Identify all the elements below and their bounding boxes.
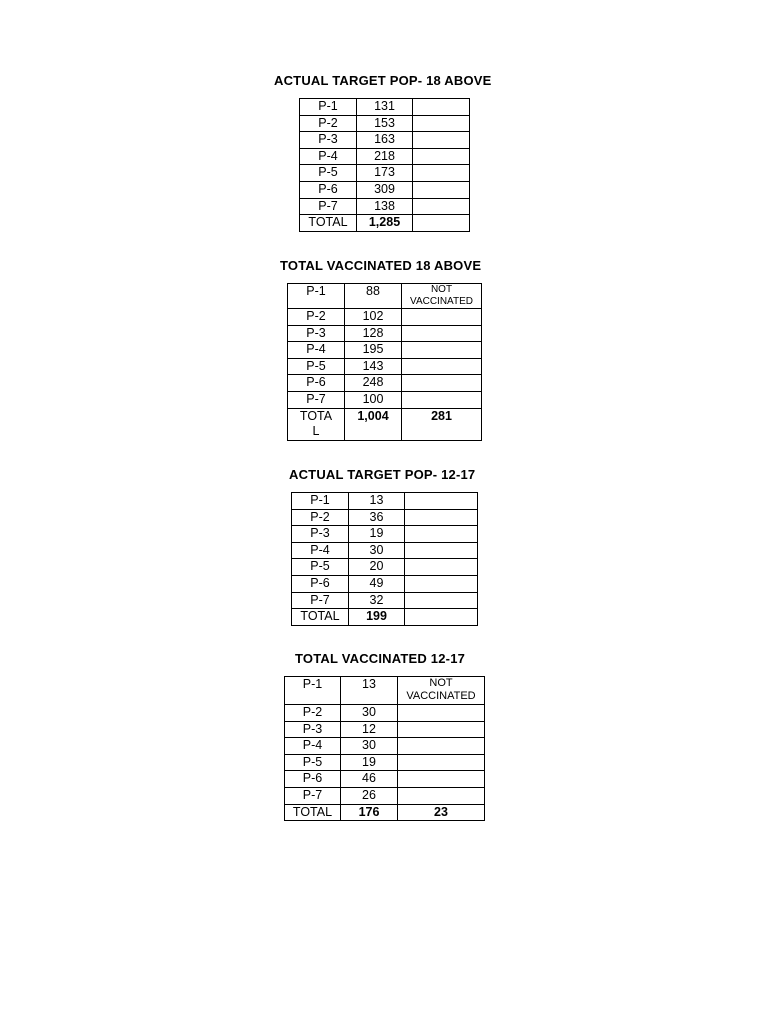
- row-extra: [405, 526, 478, 543]
- table-row: [285, 754, 485, 771]
- total-value: 1,004: [345, 408, 402, 440]
- row-extra: [405, 575, 478, 592]
- row-value: 102: [345, 309, 402, 326]
- table-row: [288, 325, 482, 342]
- table-target-12-17: [291, 492, 478, 626]
- row-extra: [402, 358, 482, 375]
- table-row: [292, 575, 478, 592]
- row-value: 163: [357, 132, 413, 149]
- row-value: 26: [341, 787, 398, 804]
- not-vaccinated-total: 281: [402, 408, 482, 440]
- total-label: TOTAL: [300, 215, 357, 232]
- total-label: TOTAL: [285, 804, 341, 821]
- row-extra: [398, 738, 485, 755]
- table-row: [292, 509, 478, 526]
- row-label: P-5: [300, 165, 357, 182]
- row-label: P-1: [285, 677, 341, 705]
- table-row: [300, 99, 470, 116]
- table-row: [300, 132, 470, 149]
- not-vaccinated-total: 23: [398, 804, 485, 821]
- row-value: 153: [357, 115, 413, 132]
- total-extra: [405, 609, 478, 626]
- row-value: 12: [341, 721, 398, 738]
- section-title-vaccinated-12-17: TOTAL VACCINATED 12-17: [295, 651, 466, 666]
- row-value: 32: [349, 592, 405, 609]
- table-row: [292, 526, 478, 543]
- section-title-vaccinated-18-above: TOTAL VACCINATED 18 ABOVE: [280, 258, 482, 273]
- row-value: 309: [357, 181, 413, 198]
- row-value: 131: [357, 99, 413, 116]
- row-label: P-3: [300, 132, 357, 149]
- row-value: 173: [357, 165, 413, 182]
- table-row: [300, 148, 470, 165]
- total-label-line: L: [312, 423, 320, 438]
- table-row: [300, 115, 470, 132]
- row-value: 19: [341, 754, 398, 771]
- row-value: 128: [345, 325, 402, 342]
- row-value: 100: [345, 391, 402, 408]
- table-row: [300, 198, 470, 215]
- table-row: [288, 375, 482, 392]
- table-row: [292, 559, 478, 576]
- table-vaccinated-12-17: [284, 676, 485, 821]
- row-extra: [413, 198, 470, 215]
- not-vaccinated-header: [398, 677, 485, 705]
- table-row: [292, 493, 478, 510]
- row-extra: [413, 132, 470, 149]
- row-extra: [413, 115, 470, 132]
- row-label: P-7: [292, 592, 349, 609]
- row-label: P-6: [288, 375, 345, 392]
- row-extra: [398, 771, 485, 788]
- row-value: 218: [357, 148, 413, 165]
- table-row: [288, 391, 482, 408]
- row-extra: [413, 165, 470, 182]
- row-value: 138: [357, 198, 413, 215]
- row-extra: [398, 705, 485, 722]
- section-title-target-12-17: ACTUAL TARGET POP- 12-17: [289, 467, 476, 482]
- row-extra: [413, 148, 470, 165]
- row-extra: [402, 375, 482, 392]
- row-label: P-4: [285, 738, 341, 755]
- header-note-line: NOT: [430, 284, 453, 295]
- row-value: 49: [349, 575, 405, 592]
- row-extra: [405, 559, 478, 576]
- table-target-18-above: [299, 98, 470, 232]
- row-value: 46: [341, 771, 398, 788]
- row-extra: [405, 592, 478, 609]
- total-row: [292, 609, 478, 626]
- total-value: 199: [349, 609, 405, 626]
- row-value: 13: [341, 677, 398, 705]
- not-vaccinated-header: [402, 284, 482, 309]
- row-value: 143: [345, 358, 402, 375]
- row-extra: [398, 787, 485, 804]
- table-row: [285, 721, 485, 738]
- row-label: P-1: [292, 493, 349, 510]
- table-row: [292, 542, 478, 559]
- row-value: 30: [341, 738, 398, 755]
- total-row: [300, 215, 470, 232]
- total-value: 1,285: [357, 215, 413, 232]
- row-extra: [413, 99, 470, 116]
- row-label: P-5: [288, 358, 345, 375]
- row-label: P-6: [285, 771, 341, 788]
- row-label: P-5: [292, 559, 349, 576]
- row-label: P-6: [300, 181, 357, 198]
- row-value: 20: [349, 559, 405, 576]
- header-note-line: VACCINATED: [410, 296, 473, 307]
- row-label: P-5: [285, 754, 341, 771]
- header-note-line: VACCINATED: [406, 690, 476, 702]
- row-value: 195: [345, 342, 402, 359]
- row-label: P-3: [285, 721, 341, 738]
- row-label: P-1: [300, 99, 357, 116]
- row-label: P-1: [288, 284, 345, 309]
- table-row: [288, 358, 482, 375]
- row-extra: [405, 542, 478, 559]
- row-label: P-4: [292, 542, 349, 559]
- total-row: [288, 408, 482, 440]
- row-value: 13: [349, 493, 405, 510]
- row-extra: [413, 181, 470, 198]
- row-label: P-7: [300, 198, 357, 215]
- table-row: [285, 677, 485, 705]
- row-value: 36: [349, 509, 405, 526]
- row-extra: [402, 391, 482, 408]
- table-row: [300, 181, 470, 198]
- row-extra: [402, 342, 482, 359]
- total-value: 176: [341, 804, 398, 821]
- table-row: [288, 284, 482, 309]
- row-label: P-7: [288, 391, 345, 408]
- total-label-line: TOTA: [299, 408, 333, 423]
- table-row: [300, 165, 470, 182]
- row-value: 30: [349, 542, 405, 559]
- row-extra: [398, 721, 485, 738]
- row-extra: [402, 325, 482, 342]
- table-row: [285, 771, 485, 788]
- total-row: [285, 804, 485, 821]
- table-row: [285, 738, 485, 755]
- row-value: 88: [345, 284, 402, 309]
- total-extra: [413, 215, 470, 232]
- header-note-line: NOT: [429, 677, 453, 689]
- table-vaccinated-18-above: [287, 283, 482, 441]
- row-extra: [402, 309, 482, 326]
- row-label: P-2: [288, 309, 345, 326]
- table-row: [288, 342, 482, 359]
- row-value: 30: [341, 705, 398, 722]
- table-row: [285, 787, 485, 804]
- row-extra: [405, 509, 478, 526]
- row-label: P-2: [285, 705, 341, 722]
- table-row: [292, 592, 478, 609]
- row-label: P-2: [292, 509, 349, 526]
- row-value: 19: [349, 526, 405, 543]
- table-row: [285, 705, 485, 722]
- row-label: P-4: [300, 148, 357, 165]
- table-row: [288, 309, 482, 326]
- row-label: P-4: [288, 342, 345, 359]
- total-label: [288, 408, 345, 440]
- total-label: TOTAL: [292, 609, 349, 626]
- row-value: 248: [345, 375, 402, 392]
- row-label: P-7: [285, 787, 341, 804]
- row-label: P-3: [292, 526, 349, 543]
- row-extra: [398, 754, 485, 771]
- row-label: P-3: [288, 325, 345, 342]
- row-extra: [405, 493, 478, 510]
- section-title-target-18-above: ACTUAL TARGET POP- 18 ABOVE: [274, 73, 492, 88]
- row-label: P-2: [300, 115, 357, 132]
- row-label: P-6: [292, 575, 349, 592]
